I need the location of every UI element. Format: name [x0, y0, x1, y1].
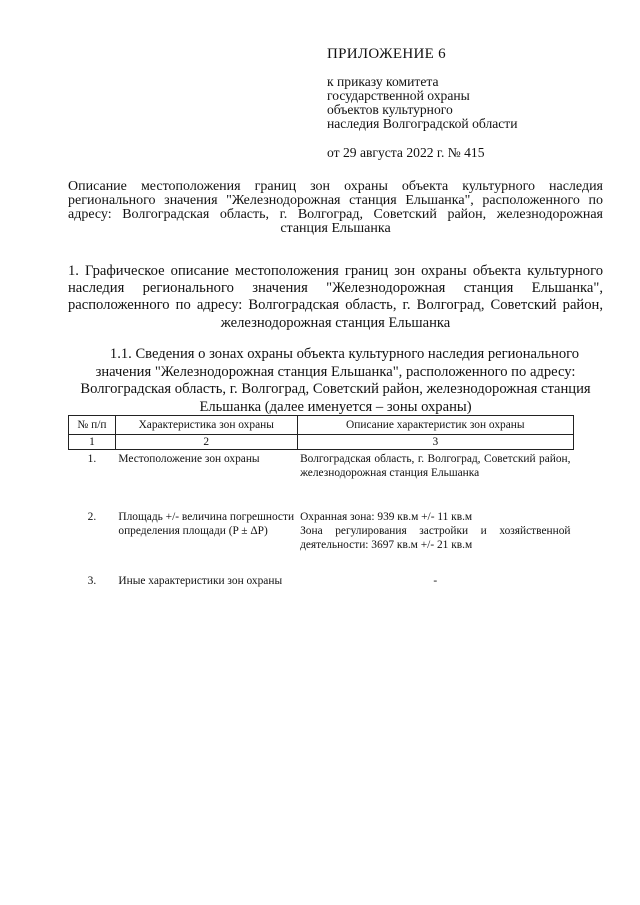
section-1-1-text [68, 346, 603, 416]
zones-table [68, 415, 574, 615]
row-number: 1. [87, 453, 97, 465]
appendix-line: к приказу комитета [327, 74, 439, 89]
table-row [69, 509, 574, 573]
order-date: от 29 августа 2022 г. № 415 [327, 145, 485, 160]
header-description: Описание характеристик зон охраны [297, 416, 573, 435]
header-characteristic: Характеристика зон охраны [115, 416, 297, 435]
table-row [69, 573, 574, 615]
column-number: 3 [297, 435, 573, 450]
section-1-text: 1. Графическое описание местоположения границ зон охраны объекта культурного наследия регионального значения "Железнодорожная станция Ельшанка", расположенного по адресу: Волгоградская область, г. Волгоград, Советский район, железнодорожная станция Ельшанка [68, 263, 603, 331]
document-heading: Описание местоположения границ зон охраны объекта культурного наследия регионального значения "Железнодорожная станция Ельшанка", расположенного по адресу: Волгоградская область, г. Волгоград, Советский район, железнодорожная станция Ельшанка [68, 179, 603, 236]
row-characteristic: Площадь +/- величина погрешности определения площади (P ± ΔP) [118, 511, 295, 537]
appendix-block [327, 46, 617, 161]
row-characteristic: Местоположение зон охраны [118, 453, 260, 465]
section-1-1-rest: значения "Железнодорожная станция Ельшанка", расположенного по адресу: Волгоградская область, г. Волгоград, Советский район, железнодорожная станция Ельшанка (далее именуется – зоны охраны) [80, 363, 591, 415]
appendix-line: наследия Волгоградской области [327, 116, 518, 131]
appendix-line: объектов культурного [327, 102, 453, 117]
section-1-1-first-line: 1.1. Сведения о зонах охраны объекта культурного наследия регионального [109, 346, 580, 362]
row-number: 3. [87, 575, 97, 587]
row-characteristic: Иные характеристики зон охраны [118, 575, 283, 587]
description-line: Охранная зона: 939 кв.м +/- 11 кв.м [300, 511, 473, 523]
row-description: Волгоградская область, г. Волгоград, Советский район, железнодорожная станция Ельшанка [300, 453, 571, 479]
header-number: № п/п [69, 416, 116, 435]
table-header-row [69, 416, 574, 435]
appendix-title: ПРИЛОЖЕНИЕ 6 [327, 46, 446, 62]
description-line: Зона регулирования застройки и хозяйственной деятельности: 3697 кв.м +/- 21 кв.м [300, 525, 571, 551]
column-number: 2 [115, 435, 297, 450]
appendix-line: государственной охраны [327, 88, 470, 103]
table-column-numbers-row [69, 435, 574, 450]
row-description [297, 509, 573, 573]
table-row [69, 450, 574, 510]
column-number: 1 [69, 435, 116, 450]
row-description: - [433, 575, 438, 587]
row-number: 2. [87, 511, 97, 523]
